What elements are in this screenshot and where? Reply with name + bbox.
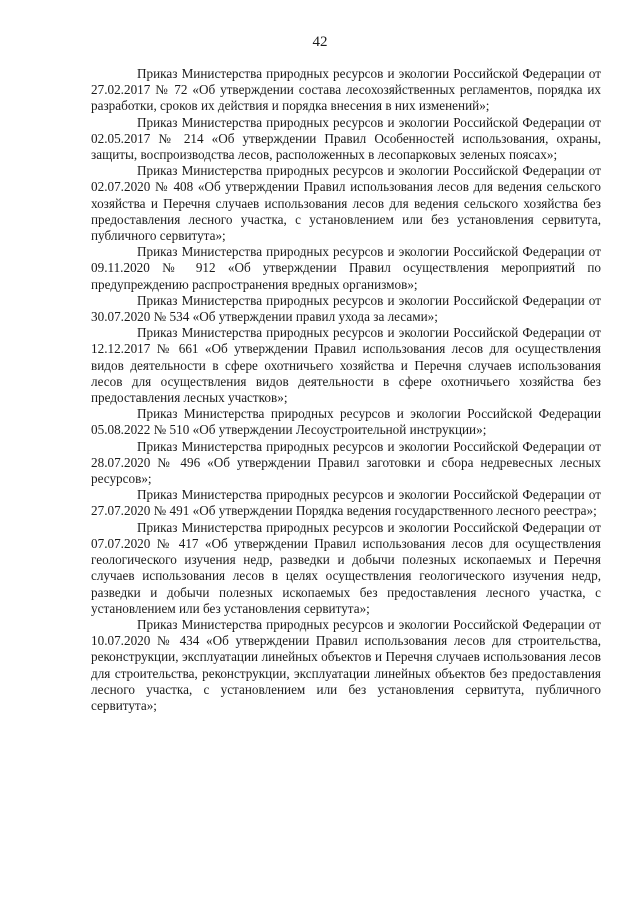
paragraph-order-534: Приказ Министерства природных ресурсов и экологии Российской Федерации от 30.07.2020 № 534 «Об утверждении правил ухода за лесами»;	[91, 292, 601, 325]
page-number: 42	[312, 34, 328, 50]
paragraph-order-661: Приказ Министерства природных ресурсов и экологии Российской Федерации от 12.12.2017 № 661 «Об утверждении Правил использования лесов для осуществления видов деятельности в сфере охотничьего хозяйства и Перечня случаев использования лесов для осуществления видов деятельности в сфере охотничьего хозяйства без предоставления лесных участков»;	[91, 325, 601, 406]
paragraph-order-408: Приказ Министерства природных ресурсов и экологии Российской Федерации от 02.07.2020 № 408 «Об утверждении Правил использования лесов для ведения сельского хозяйства и Перечня случаев использования лесов для ведения сельского хозяйства без предоставления лесного участка, с установлением или без установления сервитута, публичного сервитута»;	[91, 163, 601, 244]
paragraph-order-510: Приказ Министерства природных ресурсов и экологии Российской Федерации 05.08.2022 № 510 «Об утверждении Лесоустроительной инструкции»;	[91, 406, 601, 438]
paragraph-order-912: Приказ Министерства природных ресурсов и экологии Российской Федерации от 09.11.2020 № 912 «Об утверждении Правил осуществления мероприятий по предупреждению распространения вредных организмов»;	[91, 244, 601, 292]
paragraph-order-417: Приказ Министерства природных ресурсов и экологии Российской Федерации от 07.07.2020 № 417 «Об утверждении Правил использования лесов для осуществления геологического изучения недр, разведки и добычи полезных ископаемых и Перечня случаев использования лесов в целях осуществления геологического изучения недр, разведки и добычи полезных ископаемых без предоставления лесного участка, с установлением или без установления сервитута»;	[91, 519, 601, 616]
paragraph-order-72: Приказ Министерства природных ресурсов и экологии Российской Федерации от 27.02.2017 № 72 «Об утверждении состава лесохозяйственных регламентов, порядка их разработки, сроков их действия и порядка внесения в них изменений»;	[91, 66, 601, 114]
document-body	[91, 66, 601, 714]
paragraph-order-434: Приказ Министерства природных ресурсов и экологии Российской Федерации от 10.07.2020 № 434 «Об утверждении Правил использования лесов для строительства, реконструкции, эксплуатации линейных объектов и Перечня случаев использования лесов для строительства, реконструкции, эксплуатации линейных объектов без предоставления лесного участка, с установлением или без установления сервитута, публичного сервитута»;	[91, 616, 601, 713]
paragraph-order-491: Приказ Министерства природных ресурсов и экологии Российской Федерации от 27.07.2020 № 491 «Об утверждении Порядка ведения государственного лесного реестра»;	[91, 487, 601, 519]
paragraph-order-496: Приказ Министерства природных ресурсов и экологии Российской Федерации от 28.07.2020 № 496 «Об утверждении Правил заготовки и сбора недревесных лесных ресурсов»;	[91, 438, 601, 487]
paragraph-order-214: Приказ Министерства природных ресурсов и экологии Российской Федерации от 02.05.2017 № 214 «Об утверждении Правил Особенностей использования, охраны, защиты, воспроизводства лесов, расположенных в лесопарковых зеленых поясах»;	[91, 114, 601, 163]
